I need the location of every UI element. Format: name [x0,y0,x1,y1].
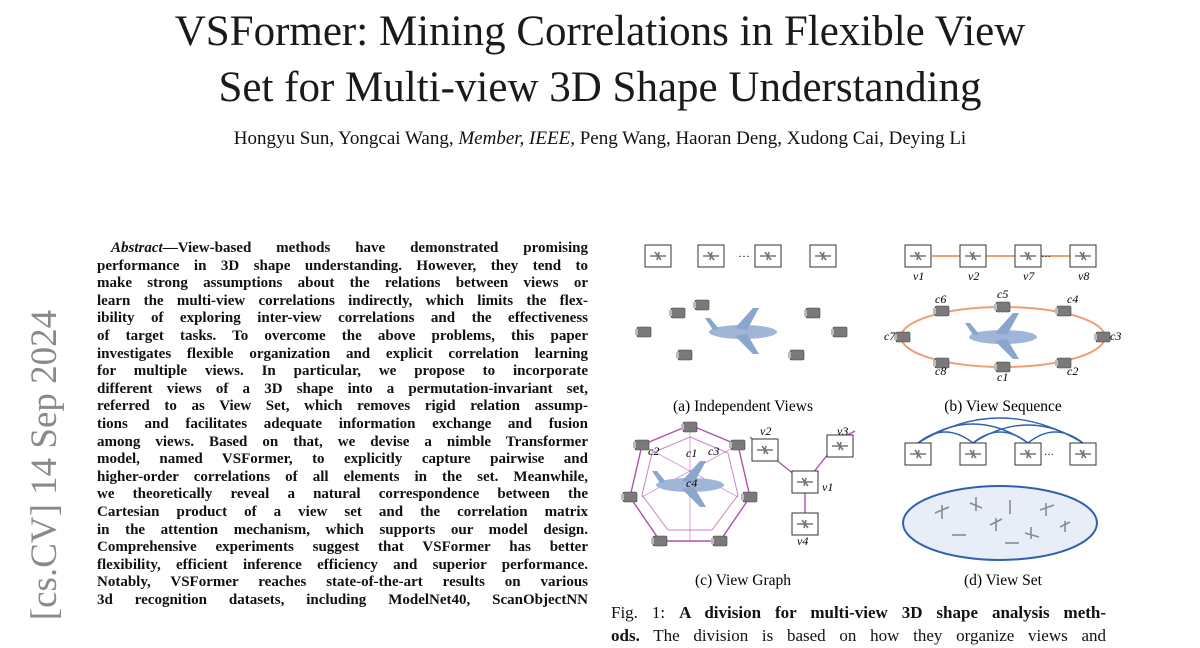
graph-poly-label: c3 [708,444,720,458]
abstract-line: performance in 3D shape understanding. However, they tend to [97,257,588,274]
abstract-line: model, named VSFormer, to explicitly capture pairwise and [97,451,588,468]
ellipsis: ··· [1041,252,1051,263]
abstract-line: Notably, VSFormer reaches state-of-the-art results on various [97,574,588,591]
graph-node-label: v1 [822,480,834,494]
ring-label: c1 [997,370,1009,384]
view-thumbnail [645,245,671,267]
camera-icon [711,536,727,546]
title-line-2: Set for Multi-view 3D Shape Understanding [218,64,982,111]
camera-icon [635,327,651,337]
graph-poly-label: c4 [686,476,698,490]
abstract-line: make strong assumptions about the relations between views or [97,275,588,292]
camera-icon [831,327,847,337]
abstract-line: flexibility, efficient inference efficiency and superior performance. [97,556,588,573]
caption-rest: The division is based on how they organize views and [653,626,1106,645]
ring-label: c6 [935,292,947,306]
graph-node-label: v4 [797,534,809,548]
abstract-line: 3d recognition datasets, including ModelNet40, ScanObjectNN [97,591,588,608]
camera-icon [669,308,685,318]
view-thumbnail [755,245,781,267]
caption-line [611,624,1106,647]
camera-icon [741,492,757,502]
authors-part-1: Hongyu Sun, Yongcai Wang, [233,128,459,149]
abstract-line: Comprehensive experiments suggest that VSFormer has better [97,539,588,556]
ring-label: c2 [1067,364,1079,378]
view-thumbnail [905,245,931,267]
view-thumbnail [792,471,818,493]
ellipsis: ··· [1044,450,1054,461]
subcaption-b: (b) View Sequence [944,398,1062,415]
camera-icon [681,422,697,432]
arxiv-stamp: [cs.CV] 14 Sep 2024 [24,309,65,621]
subcaption-c: (c) View Graph [694,572,792,589]
view-thumbnail [960,443,986,465]
view-thumbnail [1015,443,1041,465]
abstract-line: investigates flexible organization and explicit correlation learning [97,345,588,362]
abstract-line: ibility of exploring inter-view correlations and the effectiveness [97,310,588,327]
caption-line [611,601,1106,624]
abstract [97,240,588,609]
subcaption-a: (a) Independent Views [673,398,813,415]
ring-label: c3 [1110,329,1122,343]
abstract-line: Cartesian product of a view set and the correlation matrix [97,503,588,520]
abstract-line: in the attention mechanism, which supports our model design. [97,521,588,538]
authors-membership: Member, IEEE, [458,128,575,149]
ring-label: c5 [997,287,1009,301]
sequence-view-label: v8 [1078,269,1090,283]
panel-view-set [903,418,1097,560]
view-thumbnail [827,435,853,457]
camera-icon [788,350,804,360]
abstract-line: we theoretically reveal a natural correspondence between the [97,486,588,503]
author-list [0,127,1200,151]
abstract-line: among views. Based on that, we devise a nimble Transformer [97,433,588,450]
airplane-icon [705,308,777,354]
sequence-view-label: v7 [1023,269,1035,283]
ellipsis: ··· [738,249,750,263]
abstract-line: Abstract—View-based methods have demonstrated promising [111,240,588,256]
camera-icon [894,332,910,342]
view-thumbnail [905,443,931,465]
subcaption-d: (d) View Set [964,572,1042,589]
abstract-label: Abstract [111,240,163,256]
abstract-line: for multiple views. In particular, we propose to incorporate [97,363,588,380]
ring-label: c8 [935,364,947,378]
panel-independent-views [635,245,847,360]
camera-icon [651,536,667,546]
camera-icon [621,492,637,502]
caption-bold-2: ods. [611,626,640,645]
airplane-icon [965,313,1037,359]
camera-icon [933,306,949,316]
abstract-line: tions and facilitates adequate information exchange and fusion [97,415,588,432]
camera-icon [1055,306,1071,316]
view-thumbnail [752,439,778,461]
view-thumbnail [1070,443,1096,465]
caption-label: Fig. 1: [611,603,666,622]
camera-icon [994,302,1010,312]
view-thumbnail [1070,245,1096,267]
panel-view-sequence [884,245,1121,384]
figure-caption [611,601,1106,647]
abstract-line: higher-order correlations of all elements in the set. Meanwhile, [97,468,588,485]
sequence-view-label: v2 [968,269,980,283]
graph-poly-label: c1 [686,446,698,460]
graph-node-label: v2 [760,424,772,438]
abstract-line: of target tasks. To overcome the above problems, this paper [97,327,588,344]
caption-bold: A division for multi-view 3D shape analysis meth- [679,603,1107,622]
camera-icon [729,440,745,450]
abstract-line: referred to as View Set, which removes rigid relation assump- [97,398,588,415]
camera-icon [804,308,820,318]
ring-label: c7 [884,329,896,343]
camera-icon [676,350,692,360]
view-thumbnail [1015,245,1041,267]
camera-icon [1094,332,1110,342]
sequence-view-label: v1 [913,269,925,283]
abstract-line: different views of a 3D shape into a permutation-invariant set, [97,380,588,397]
figure-1 [600,225,1160,595]
camera-icon [693,300,709,310]
ring-label: c4 [1067,292,1079,306]
view-thumbnail [810,245,836,267]
view-thumbnail [698,245,724,267]
title-line-1: VSFormer: Mining Correlations in Flexible View [174,8,1026,55]
authors-part-2: Peng Wang, Haoran Deng, Xudong Cai, Deying Li [574,128,967,149]
panel-view-graph [621,422,855,548]
view-thumbnail [792,513,818,535]
abstract-line: learn the multi-view correlations indirectly, which limits the flex- [97,292,588,309]
camera-icon [633,440,649,450]
graph-poly-label: c2 [648,444,660,458]
paper-title [0,4,1200,116]
view-thumbnail [960,245,986,267]
graph-node-label: v3 [837,424,849,438]
